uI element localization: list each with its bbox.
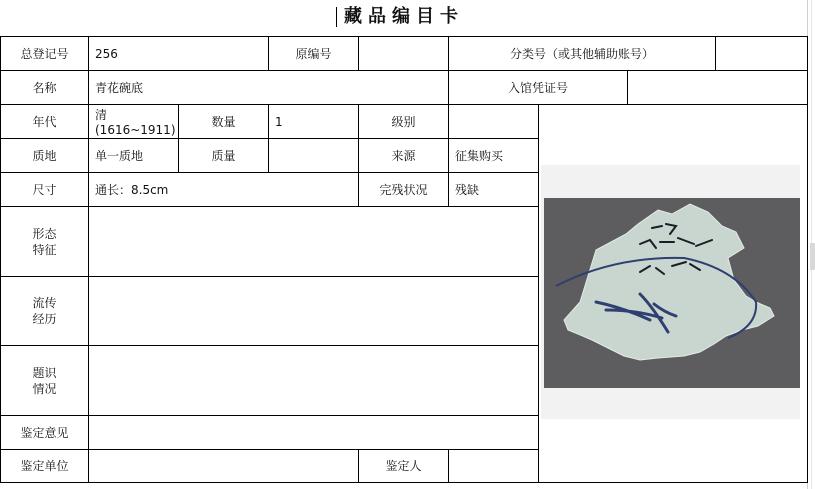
label-material: 质地 <box>0 138 89 173</box>
value-appraisal-opinion[interactable] <box>88 415 539 450</box>
value-form[interactable] <box>88 206 539 277</box>
label-appraisal-unit: 鉴定单位 <box>0 449 89 483</box>
value-weight[interactable] <box>268 138 359 173</box>
value-appraiser[interactable] <box>448 449 539 483</box>
value-material[interactable]: 单一质地 <box>88 138 179 173</box>
label-source: 来源 <box>358 138 449 173</box>
label-history: 流传 经历 <box>0 276 89 346</box>
label-condition: 完残状况 <box>358 172 449 207</box>
label-grade: 级别 <box>358 104 449 139</box>
label-quantity: 数量 <box>178 104 269 139</box>
value-orig-no[interactable] <box>358 36 449 71</box>
value-appraisal-unit[interactable] <box>88 449 359 483</box>
label-entry-voucher: 入馆凭证号 <box>448 70 628 105</box>
label-orig-no: 原编号 <box>268 36 359 71</box>
page-edge-marker <box>810 243 815 257</box>
artifact-photo <box>544 198 800 388</box>
text-cursor <box>336 7 337 27</box>
label-size: 尺寸 <box>0 172 89 207</box>
value-quantity[interactable]: 1 <box>268 104 359 139</box>
value-entry-voucher[interactable] <box>627 70 808 105</box>
card-title: 藏品编目卡 <box>344 6 464 27</box>
label-appraiser: 鉴定人 <box>358 449 449 483</box>
value-history[interactable] <box>88 276 539 346</box>
label-inscription: 题识 情况 <box>0 345 89 416</box>
value-grade[interactable] <box>448 104 539 139</box>
label-era: 年代 <box>0 104 89 139</box>
value-size[interactable]: 通长：8.5cm <box>88 172 359 207</box>
label-name: 名称 <box>0 70 89 105</box>
value-condition[interactable]: 残缺 <box>448 172 539 207</box>
value-source[interactable]: 征集购买 <box>448 138 539 173</box>
label-weight: 质量 <box>178 138 269 173</box>
value-era: 清 (1616~1911) <box>95 108 176 137</box>
label-form: 形态 特征 <box>0 206 89 277</box>
label-reg-no: 总登记号 <box>0 36 89 71</box>
value-name[interactable]: 青花碗底 <box>88 70 449 105</box>
value-reg-no[interactable]: 256 <box>88 36 269 71</box>
value-inscription[interactable] <box>88 345 539 416</box>
value-era-cell[interactable] <box>88 104 179 139</box>
page-edge-marker <box>810 256 815 270</box>
value-class-no[interactable] <box>715 36 808 71</box>
label-class-no: 分类号（或其他辅助账号） <box>448 36 716 71</box>
label-appraisal-opinion: 鉴定意见 <box>0 415 89 450</box>
